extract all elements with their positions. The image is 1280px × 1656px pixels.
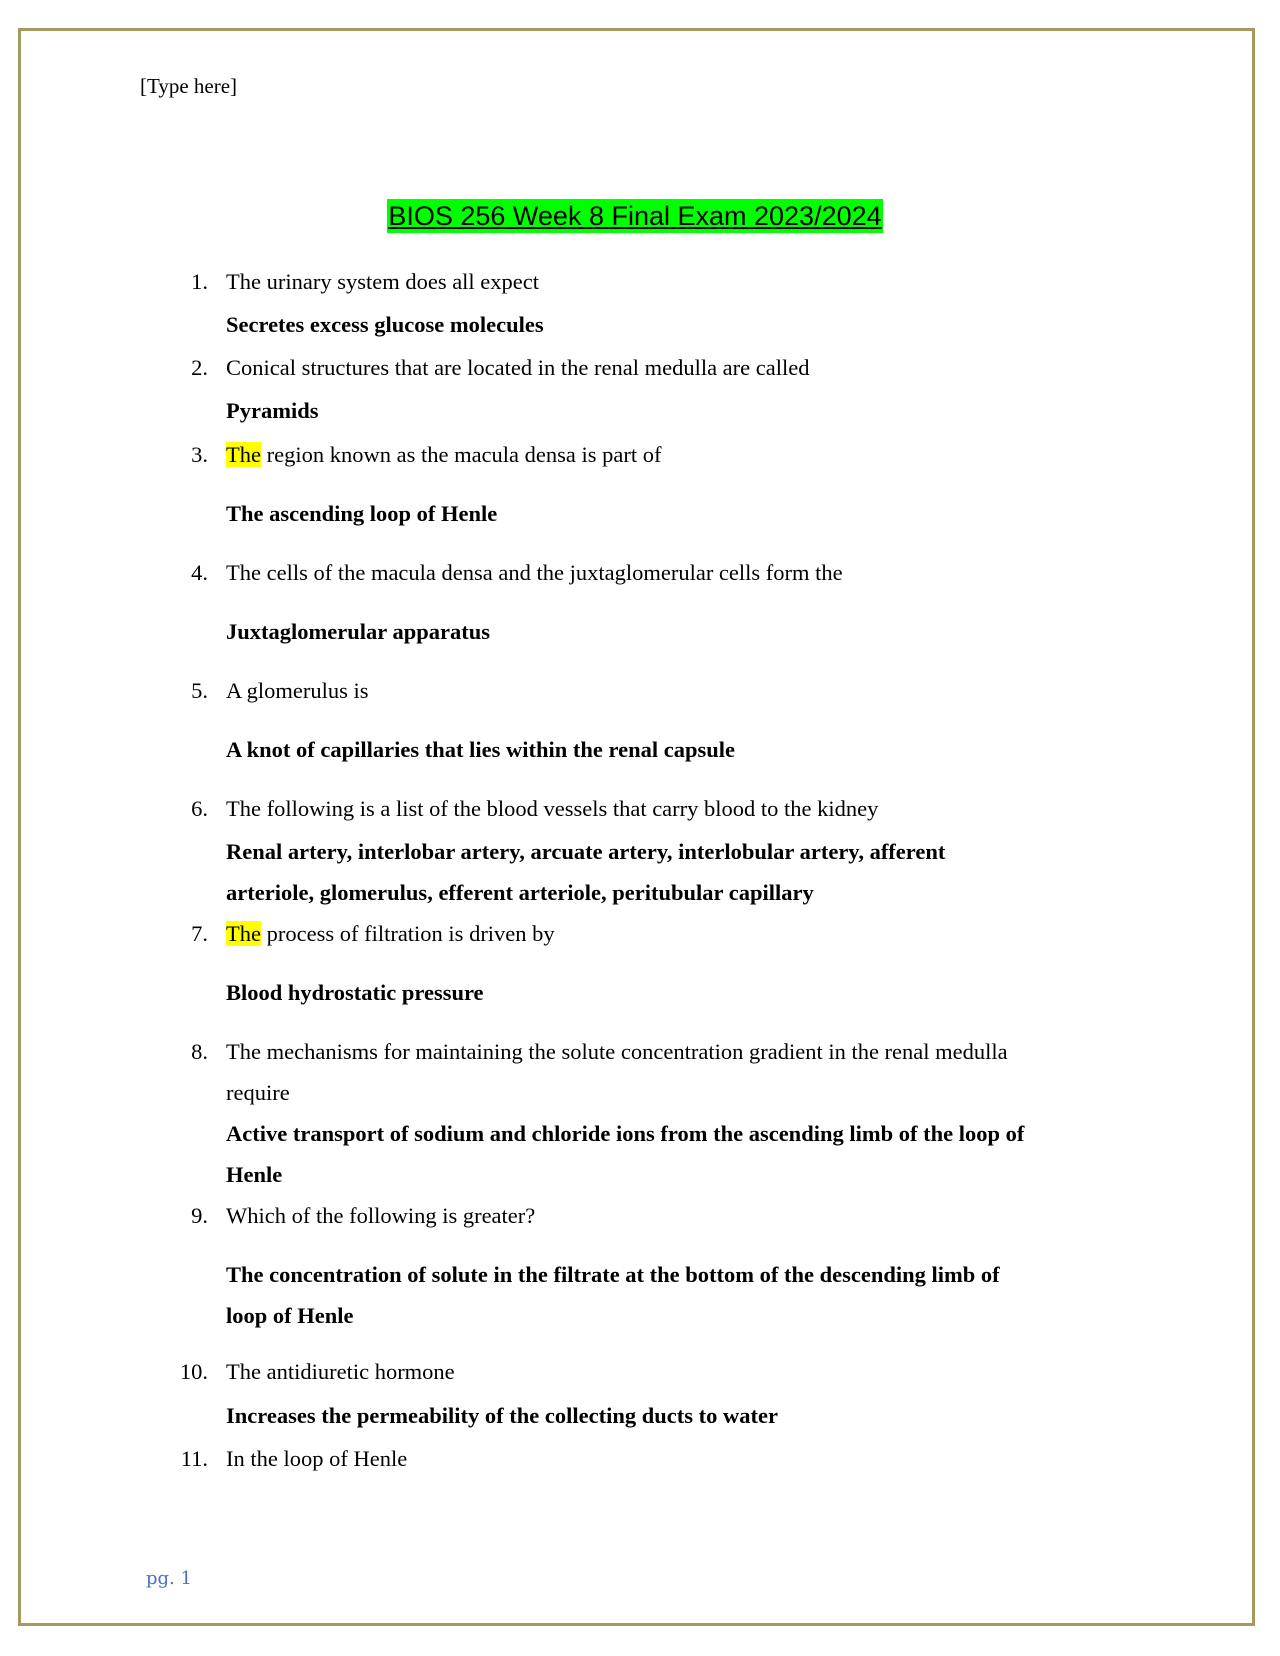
question-text: Conical structures that are located in the renal medulla are called [226,355,810,380]
question-text: The following is a list of the blood vessels that carry blood to the kidney [226,796,879,821]
question-number: 5. [191,678,208,703]
answer-text: Blood hydrostatic pressure [226,980,484,1005]
question-text [226,919,555,949]
question-number: 4. [191,560,208,585]
question-text-rest: region known as the macula densa is part of [260,442,662,467]
document-title: BIOS 256 Week 8 Final Exam 2023/2024 [388,201,882,231]
question-text-continued: require [226,1080,290,1105]
question-number: 11. [180,1446,208,1471]
page-number: pg. 1 [146,1568,192,1589]
answer-text: Increases the permeability of the collecting ducts to water [226,1403,778,1428]
answer-text-continued: loop of Henle [226,1303,354,1328]
question-number: 9. [191,1203,208,1228]
question-number: 10. [179,1359,208,1384]
question-text [226,440,662,470]
question-number: 7. [191,921,208,946]
answer-text: A knot of capillaries that lies within the renal capsule [226,737,735,762]
question-number: 1. [191,269,208,294]
answer-text: Pyramids [226,398,319,423]
question-number: 2. [191,355,208,380]
answer-text-continued: arteriole, glomerulus, efferent arteriole, peritubular capillary [226,880,814,905]
answer-text-continued: Henle [226,1162,283,1187]
page-header: [Type here] [140,74,238,98]
question-number: 6. [191,796,208,821]
answer-text: Active transport of sodium and chloride ions from the ascending limb of the loop of [226,1121,1025,1146]
answer-text: The concentration of solute in the filtrate at the bottom of the descending limb of [226,1262,1000,1287]
question-text: The urinary system does all expect [226,269,540,294]
question-text: A glomerulus is [226,678,369,703]
question-text: The mechanisms for maintaining the solute concentration gradient in the renal medulla [226,1039,1008,1064]
answer-text: Secretes excess glucose molecules [226,312,544,337]
question-text: The antidiuretic hormone [226,1359,455,1384]
highlighted-word: The [226,442,261,467]
question-text: In the loop of Henle [226,1446,408,1471]
answer-text: Renal artery, interlobar artery, arcuate artery, interlobular artery, afferent [226,839,946,864]
title-container [0,199,1270,233]
answer-text: Juxtaglomerular apparatus [226,619,490,644]
question-number: 8. [191,1039,208,1064]
question-text-rest: process of filtration is driven by [260,921,555,946]
question-number: 3. [191,442,208,467]
question-text: Which of the following is greater? [226,1203,536,1228]
question-text: The cells of the macula densa and the juxtaglomerular cells form the [226,560,843,585]
highlighted-word: The [226,921,261,946]
answer-text: The ascending loop of Henle [226,501,498,526]
